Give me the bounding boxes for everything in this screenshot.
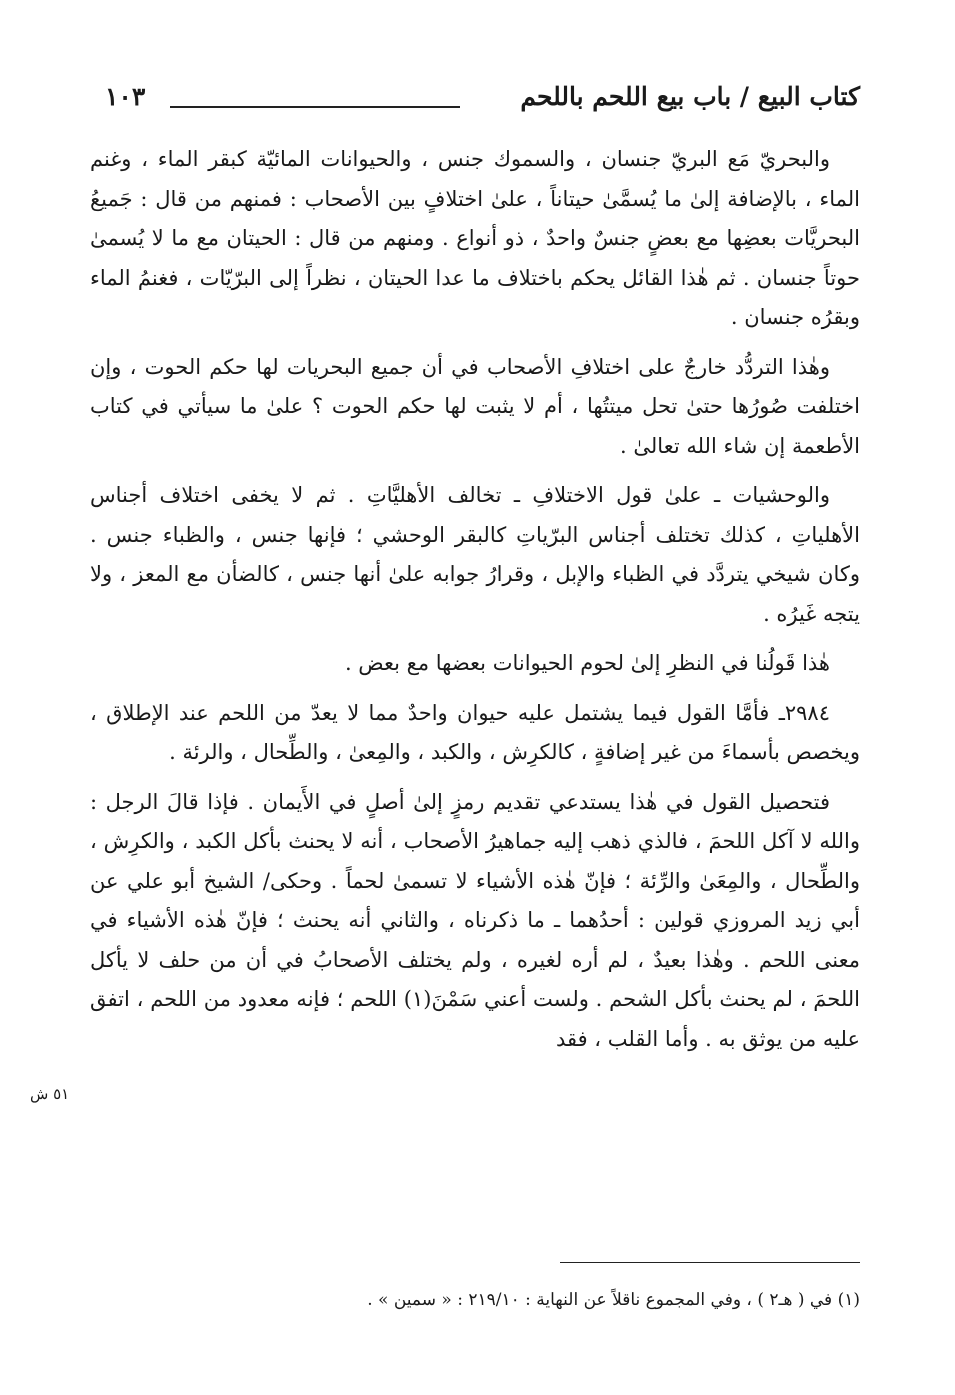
footnote-separator [560, 1262, 860, 1263]
paragraph-3: والوحشيات ـ علىٰ قول الاختلافِ ـ تخالف الأهليَّاتِ . ثم لا يخفى اختلاف أجناس الأهلياتِ ، كذلك تختلف أجناس البرّياتِ كالبقر الوحشي ؛ فإنها جنس ، والظباء جنس . وكان شيخي يتردَّد في الظباء والإبل ، وقرارُ جوابه علىٰ أنها جنس ، كالضأن مع المعز ، ولا يتجه غَيرُه . [90, 483, 860, 626]
header-title: كتاب البيع / باب بيع اللحم باللحم [520, 82, 860, 111]
paragraph-1: والبحريّ مَع البريّ جنسان ، والسموك جنس ، والحيوانات المائيّة كبقر الماء ، وغنم الماء ، بالإضافة إلىٰ ما يُسمَّىٰ حيتاناً ، علىٰ اختلافٍ بين الأصحاب : فمنهم من قال : جَميعُ البحريَّات بعضِها مع بعضٍ جنسٌ واحدٌ ، ذو أنواع . ومنهم من قال : الحيتان مع ما لا يُسمىٰ حوتاً جنسان . ثم هٰذا القائل يحكم باختلاف ما عدا الحيتان ، نظراً إلى البرّيّات ، فغنمُ الماء وبقرُه جنسان . [90, 147, 860, 329]
marginal-note: ٥١ ش [30, 1085, 70, 1103]
main-text [90, 140, 860, 1069]
paragraph-2: وهٰذا التردُّد خارجٌ على اختلافِ الأصحاب في أن جميع البحريات لها حكم الحوت ، وإن اختلفت صُورُها حتىٰ تحل ميتتُها ، أم لا يثبت لها حكم الحوت ؟ علىٰ ما سيأتي في كتاب الأطعمة إن شاء الله تعالىٰ . [90, 354, 860, 458]
running-header [95, 80, 860, 124]
paragraph-4: هٰذا قَولُنا في النظرِ إلىٰ لحوم الحيوانات بعضها مع بعض . [344, 651, 830, 675]
page-number: ١٠٣ [105, 82, 146, 111]
paragraph-5: ٢٩٨٤ـ فأمَّا القول فيما يشتمل عليه حيوان واحدٌ مما لا يعدّ من اللحم عند الإطلاق ، ويخصص بأسماءَ من غير إضافةٍ ، كالكرِش ، والكبد ، والمِعىٰ ، والطِّحال ، والرئة . [90, 700, 860, 764]
paragraph-6: فتحصيل القول في هٰذا يستدعي تقديم رمزٍ إلىٰ أصلٍ في الأَيمان . فإذا قالَ الرجل : والله لا آكل اللحمَ ، فالذي ذهب إليه جماهيرُ الأصحاب ، أنه لا يحنث بأكل الكبد ، والكرِش ، والطِّحال ، والمِعَىٰ والرِّئة ؛ فإنّ هٰذه الأشياء لا تسمىٰ لحماً . وحكى/ الشيخ أبو علي عن أبي زيد المروزي قولين : أحدُهما ـ ما ذكرناه ، والثاني أنه يحنث ؛ فإنّ هٰذه الأشياء في معنى اللحم . وهٰذا بعيدٌ ، لم أره لغيره ، ولم يختلف الأصحابُ في أن من حلف لا يأكل اللحمَ ، لم يحنث بأكل الشحم . ولست أعني سَمْنَ(١) اللحم ؛ فإنه معدود من اللحم ، اتفق عليه من يوثق به . وأما القلب ، فقد [90, 789, 861, 1051]
footnote: (١) في ( هـ٢ ) ، وفي المجموع ناقلاً عن النهاية : ٢١٩/١٠ : « سمين » . [367, 1290, 860, 1310]
header-rule [170, 106, 460, 108]
